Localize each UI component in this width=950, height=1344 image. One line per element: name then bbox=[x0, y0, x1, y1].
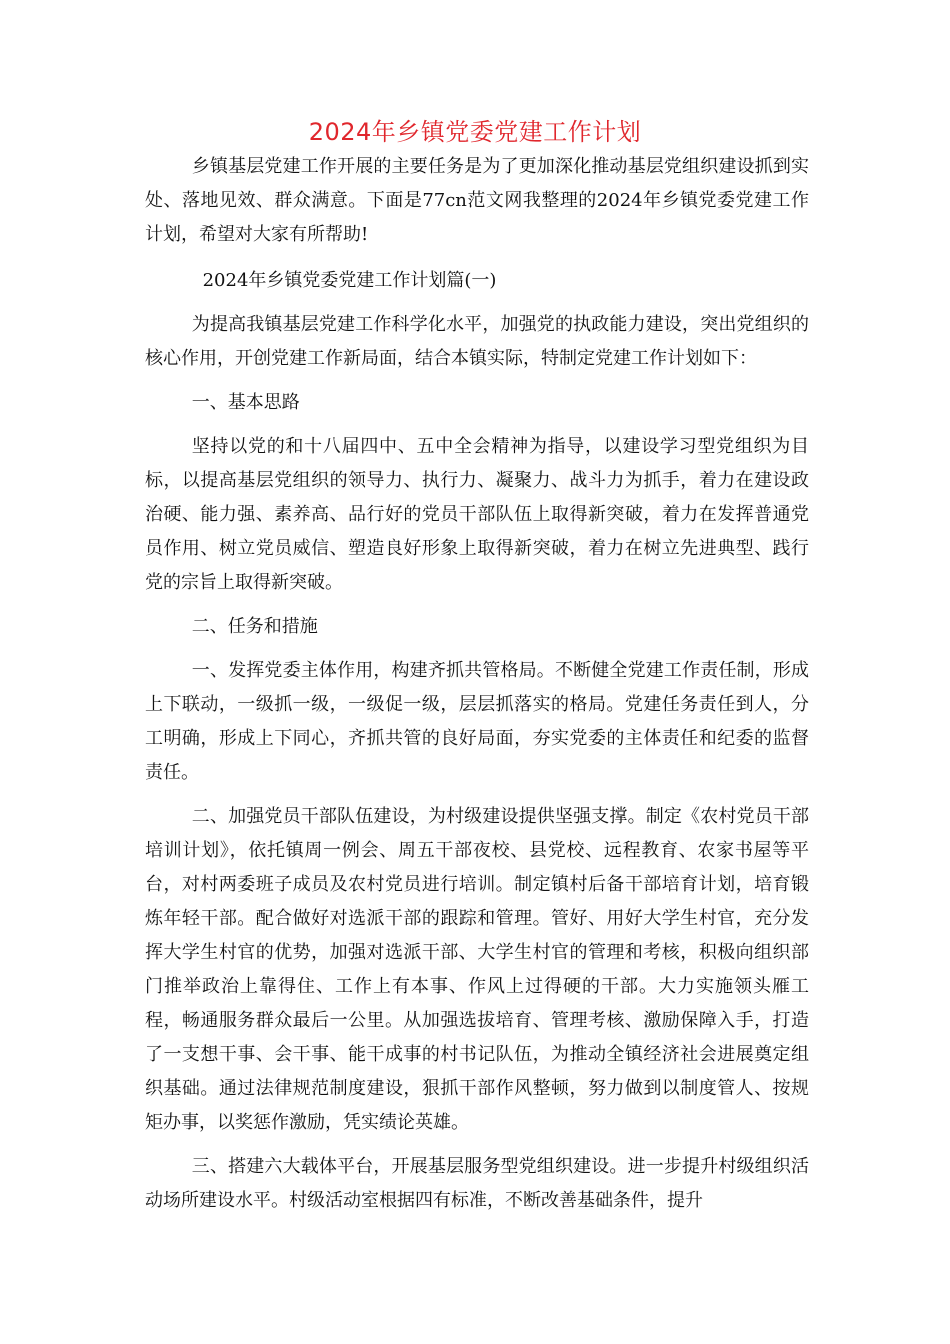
body-paragraph: 一、发挥党委主体作用，构建齐抓共管格局。不断健全党建工作责任制，形成上下联动，一级抓一级，一级促一级，层层抓落实的格局。党建任务责任到人，分工明确，形成上下同心，齐抓共管的良好局面，夯实党委的主体责任和纪委的监督责任。 bbox=[145, 660, 809, 783]
section-heading: 二、任务和措施 bbox=[191, 616, 318, 637]
document-title: 2024年乡镇党委党建工作计划 bbox=[308, 118, 642, 146]
document-body bbox=[145, 150, 809, 1218]
section-heading: 一、基本思路 bbox=[191, 392, 300, 413]
section-heading: 2024年乡镇党委党建工作计划篇(一) bbox=[202, 270, 497, 291]
body-paragraph: 二、加强党员干部队伍建设，为村级建设提供坚强支撑。制定《农村党员干部培训计划》，依托镇周一例会、周五干部夜校、县党校、远程教育、农家书屋等平台，对村两委班子成员及农村党员进行培训。制定镇村后备干部培育计划，培育锻炼年轻干部。配合做好对选派干部的跟踪和管理。管好、用好大学生村官，充分发挥大学生村官的优势，加强对选派干部、大学生村官的管理和考核，积极向组织部门推举政治上靠得住、工作上有本事、作风上过得硬的干部。大力实施领头雁工程，畅通服务群众最后一公里。从加强选拔培育、管理考核、激励保障入手，打造了一支想干事、会干事、能干成事的村书记队伍，为推动全镇经济社会进展奠定组织基础。通过法律规范制度建设，狠抓干部作风整顿，努力做到以制度管人、按规矩办事，以奖惩作激励，凭实绩论英雄。 bbox=[145, 806, 809, 1133]
intro-paragraph: 乡镇基层党建工作开展的主要任务是为了更加深化推动基层党组织建设抓到实处、落地见效、群众满意。下面是77cn范文网我整理的2024年乡镇党委党建工作计划，希望对大家有所帮助! bbox=[145, 156, 809, 245]
body-paragraph: 为提高我镇基层党建工作科学化水平，加强党的执政能力建设，突出党组织的核心作用，开创党建工作新局面，结合本镇实际，特制定党建工作计划如下： bbox=[145, 314, 809, 369]
body-paragraph: 三、搭建六大载体平台，开展基层服务型党组织建设。进一步提升村级组织活动场所建设水平。村级活动室根据四有标准，不断改善基础条件，提升 bbox=[145, 1156, 809, 1211]
body-paragraph: 坚持以党的和十八届四中、五中全会精神为指导，以建设学习型党组织为目标，以提高基层党组织的领导力、执行力、凝聚力、战斗力为抓手，着力在建设政治硬、能力强、素养高、品行好的党员干部队伍上取得新突破，着力在发挥普通党员作用、树立党员威信、塑造良好形象上取得新突破，着力在树立先进典型、践行党的宗旨上取得新突破。 bbox=[145, 436, 809, 593]
